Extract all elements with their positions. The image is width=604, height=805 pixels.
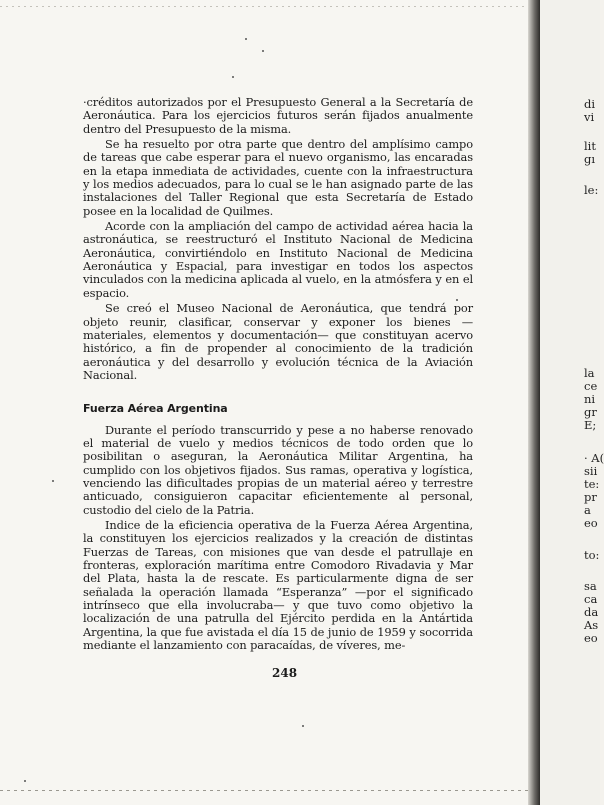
facing-page-text-fragment: te:	[584, 477, 600, 491]
print-speck	[52, 480, 54, 482]
facing-page-text-fragment: eo	[584, 631, 598, 645]
facing-page-text-fragment: ce	[584, 379, 598, 393]
facing-page-text-fragment: As	[584, 618, 599, 632]
facing-page-text-fragment: lit	[584, 139, 596, 153]
paragraph-infrastructure: Se ha resuelto por otra parte que dentro del amplísimo campo de tareas que cabe esperar para el nuevo organismo, las encaradas en la etapa inmediata de actividades, cuente con la infraestructura y los medios adecuados, para lo cual se le han asignado parte de las instalaciones del Taller Regional que esta Secretaría de Estado posee en la localidad de Quilmes.	[83, 137, 473, 218]
print-speck	[302, 725, 304, 727]
paragraph-credits: ·créditos autorizados por el Presupuesto General a la Secretaría de Aeronáutica. Para los ejercicios futuros serán fijados anualmente dentro del Presupuesto de la misma.	[83, 95, 473, 136]
facing-page-text-fragment: E;	[584, 418, 597, 432]
facing-page-text-fragment: sa	[584, 579, 597, 593]
page-body	[83, 96, 473, 652]
print-speck	[456, 299, 458, 301]
facing-page-text-fragment: le:	[584, 183, 599, 197]
facing-page-text-fragment: da	[584, 605, 599, 619]
facing-page-text-fragment: sii	[584, 464, 598, 478]
print-speck	[262, 50, 264, 52]
print-speck	[24, 780, 26, 782]
facing-page-fragment	[540, 0, 604, 805]
facing-page-text-fragment: pr	[584, 490, 597, 504]
facing-page-text-fragment: gr	[584, 405, 597, 419]
facing-page-text-fragment: a	[584, 503, 591, 517]
paragraph-operations: Indice de la eficiencia operativa de la Fuerza Aérea Argentina, la constituyen los ejercicios realizados y la creación de distintas Fuerzas de Tareas, con misiones que van desde el patrullaje en fronteras, exploración marítima entre Comodoro Rivadavia y Mar del Plata, hasta la de rescate. Es particularmente digna de ser señalada la operación llamada “Esperanza” —por el significado intrínseco que ella involucraba— y que tuvo como objetivo la localización de una patrulla del Ejército perdida en la Antártida Argentina, la que fue avistada el día 15 de junio de 1959 y socorrida mediante el lanzamiento con paracaídas, de víveres, me-	[83, 517, 473, 653]
facing-page-text-fragment: ca	[584, 592, 598, 606]
facing-page-text-fragment: di	[584, 97, 596, 111]
paragraph-medicine-institute: Acorde con la ampliación del campo de actividad aérea hacia la astronáutica, se reestructuró el Instituto Nacional de Medicina Aeronáutica, convirtiéndolo en Instituto Nacional de Medicina Aeronáutica y Espacial, para investigar en todos los aspectos vinculados con la medicina aplicada al vuelo, en la atmósfera y en el espacio.	[83, 219, 473, 300]
paragraph-period: Durante el período transcurrido y pese a no haberse renovado el material de vuelo y medios técnicos de todo orden que lo posibilitan o aseguran, la Aeronáutica Militar Argentina, ha cumplido con los objetivos fijados. Sus ramas, operativa y logística, venciendo las dificultades propias de un material aéreo y terrestre anticuado, consiguieron capacitar eficientemente al personal, custodio del cielo de la Patria.	[83, 422, 473, 517]
facing-page-text-fragment: eo	[584, 516, 598, 530]
page-number: 248	[272, 666, 298, 680]
paragraph-museum: Se creó el Museo Nacional de Aeronáutica, que tendrá por objeto reunir, clasificar, conservar y exponer los bienes —materiales, elementos y documentación— que constituyan acervo histórico, a fin de propender al conocimiento de la tradición aeronáutica y del desarrollo y evolución técnica de la Aviación Nacional.	[83, 301, 473, 382]
facing-page-text-fragment: vi	[584, 110, 595, 124]
facing-page-text-fragment: la	[584, 366, 595, 380]
book-gutter	[528, 0, 540, 805]
page-top-edge	[0, 6, 528, 7]
print-speck	[245, 38, 247, 40]
facing-page-text-fragment: gı	[584, 152, 596, 166]
facing-page-text-fragment: ni	[584, 392, 596, 406]
facing-page-text-fragment: · A(	[584, 451, 604, 465]
facing-page-text-fragment: to:	[584, 548, 600, 562]
print-speck	[232, 76, 234, 78]
section-heading: Fuerza Aérea Argentina	[83, 402, 228, 416]
page-bottom-edge	[0, 790, 528, 791]
